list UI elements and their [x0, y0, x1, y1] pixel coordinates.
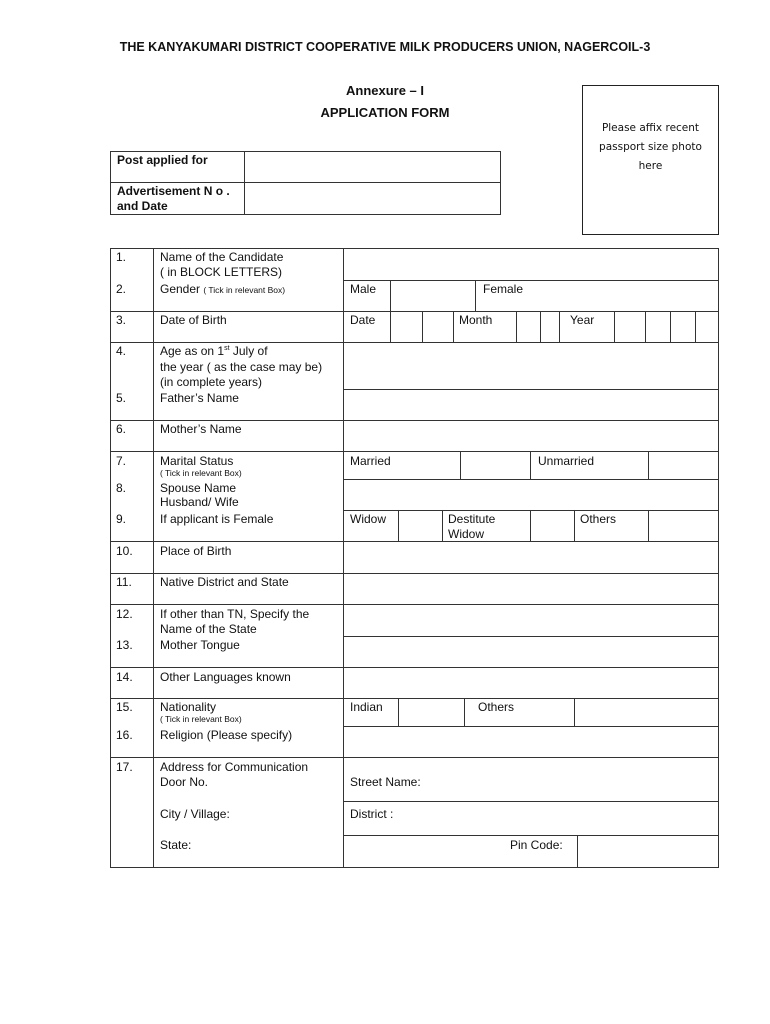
- state-field[interactable]: [345, 837, 505, 866]
- state-label: State:: [160, 838, 192, 852]
- mother-name-field[interactable]: [345, 422, 717, 450]
- row-12-label-2: Name of the State: [160, 622, 257, 636]
- dob-date-boxes[interactable]: [392, 313, 452, 341]
- mother-tongue-field[interactable]: [345, 638, 717, 666]
- row-11-label: Native District and State: [160, 575, 289, 589]
- row-15-number: 15.: [116, 700, 133, 714]
- row-14-number: 14.: [116, 670, 133, 684]
- row-14-label: Other Languages known: [160, 670, 291, 684]
- row-8-label-2: Husband/ Wife: [160, 495, 239, 509]
- advt-label-2: and Date: [117, 199, 168, 213]
- dob-year-boxes[interactable]: [616, 313, 716, 341]
- marital-married-label: Married: [350, 454, 391, 468]
- gender-female-checkbox[interactable]: [560, 282, 710, 310]
- row-3-label: Date of Birth: [160, 313, 227, 327]
- form-title: APPLICATION FORM: [320, 105, 450, 120]
- annexure-title: Annexure – I: [345, 83, 425, 98]
- marital-unmarried-checkbox[interactable]: [650, 453, 717, 478]
- row-16-label: Religion (Please specify): [160, 728, 293, 742]
- dob-month-boxes[interactable]: [518, 313, 558, 341]
- row-12-label-1: If other than TN, Specify the: [160, 607, 310, 621]
- row-17-label: Address for Communication: [160, 760, 309, 774]
- female-widow-checkbox[interactable]: [400, 512, 441, 540]
- photo-text-1: Please affix recent: [601, 122, 700, 134]
- row-10-number: 10.: [116, 544, 133, 558]
- advt-no-date-field[interactable]: [246, 184, 498, 212]
- row-8-number: 8.: [116, 481, 127, 495]
- other-state-field[interactable]: [345, 606, 717, 635]
- advt-label-1: Advertisement N o .: [117, 184, 230, 198]
- row-15-label: Nationality: [160, 700, 217, 714]
- row-2-label: Gender ( Tick in relevant Box): [160, 282, 286, 296]
- nationality-others-checkbox[interactable]: [576, 700, 717, 725]
- row-9-label: If applicant is Female: [160, 512, 274, 526]
- gender-male-checkbox[interactable]: [392, 282, 474, 310]
- photo-text-2: passport size photo: [599, 141, 702, 153]
- door-no-label: Door No.: [160, 775, 209, 789]
- marital-unmarried-label: Unmarried: [538, 454, 595, 468]
- row-7-number: 7.: [116, 454, 127, 468]
- photo-text-3: here: [638, 160, 663, 172]
- dob-month-label: Month: [459, 313, 493, 327]
- row-8-label-1: Spouse Name: [160, 481, 237, 495]
- street-name-label: Street Name:: [350, 775, 421, 789]
- row-10-label: Place of Birth: [160, 544, 232, 558]
- row-4-number: 4.: [116, 344, 127, 358]
- district-label: District :: [350, 807, 394, 821]
- female-destitute-label-1: Destitute: [448, 512, 496, 526]
- row-11-number: 11.: [116, 575, 132, 589]
- district-field[interactable]: [405, 803, 717, 834]
- row-13-label: Mother Tongue: [160, 638, 240, 652]
- pin-code-field[interactable]: [579, 837, 717, 866]
- row-5-number: 5.: [116, 391, 127, 405]
- row-7-label: Marital Status: [160, 454, 234, 468]
- photo-box[interactable]: [582, 85, 719, 235]
- female-others-checkbox[interactable]: [650, 512, 717, 540]
- female-destitute-label-2: Widow: [448, 527, 485, 541]
- row-2-hint: ( Tick in relevant Box): [203, 285, 286, 295]
- row-1-number: 1.: [116, 250, 127, 264]
- row-1-label-2: ( in BLOCK LETTERS): [160, 265, 283, 279]
- gender-male-label: Male: [350, 282, 377, 296]
- row-13-number: 13.: [116, 638, 133, 652]
- row-3-number: 3.: [116, 313, 127, 327]
- row-1-label-1: Name of the Candidate: [160, 250, 284, 264]
- city-village-label: City / Village:: [160, 807, 230, 821]
- row-4-label-2: the year ( as the case may be): [160, 360, 323, 374]
- pin-code-label: Pin Code:: [510, 838, 563, 852]
- dob-date-label: Date: [350, 313, 376, 327]
- row-7-hint: ( Tick in relevant Box): [160, 468, 242, 478]
- female-destitute-checkbox[interactable]: [532, 512, 573, 540]
- nationality-indian-label: Indian: [350, 700, 383, 714]
- nationality-others-label: Others: [478, 700, 515, 714]
- row-5-label: Father’s Name: [160, 391, 239, 405]
- marital-married-checkbox[interactable]: [462, 453, 529, 478]
- female-others-label: Others: [580, 512, 617, 526]
- dob-year-label: Year: [570, 313, 595, 327]
- religion-field[interactable]: [345, 728, 717, 756]
- post-applied-field[interactable]: [246, 153, 498, 181]
- female-widow-label: Widow: [350, 512, 387, 526]
- other-languages-field[interactable]: [345, 669, 717, 697]
- row-9-number: 9.: [116, 512, 127, 526]
- post-applied-label: Post applied for: [117, 153, 208, 167]
- spouse-name-field[interactable]: [345, 481, 717, 509]
- candidate-name-field[interactable]: [345, 250, 717, 279]
- document-header: THE KANYAKUMARI DISTRICT COOPERATIVE MILK PRODUCERS UNION, NAGERCOIL-3: [119, 40, 651, 54]
- place-of-birth-field[interactable]: [345, 543, 717, 572]
- row-6-label: Mother’s Name: [160, 422, 242, 436]
- father-name-field[interactable]: [345, 391, 717, 419]
- row-2-number: 2.: [116, 282, 127, 296]
- row-12-number: 12.: [116, 607, 133, 621]
- nationality-indian-checkbox[interactable]: [400, 700, 463, 725]
- row-6-number: 6.: [116, 422, 127, 436]
- age-field[interactable]: [345, 344, 717, 388]
- gender-female-label: Female: [483, 282, 524, 296]
- row-15-hint: ( Tick in relevant Box): [160, 714, 242, 724]
- row-4-label-3: (in complete years): [160, 375, 263, 389]
- row-16-number: 16.: [116, 728, 133, 742]
- street-name-field[interactable]: [430, 772, 717, 800]
- native-district-field[interactable]: [345, 575, 717, 603]
- row-4-label-1: Age as on 1st July of: [160, 344, 268, 358]
- row-17-number: 17.: [116, 760, 133, 774]
